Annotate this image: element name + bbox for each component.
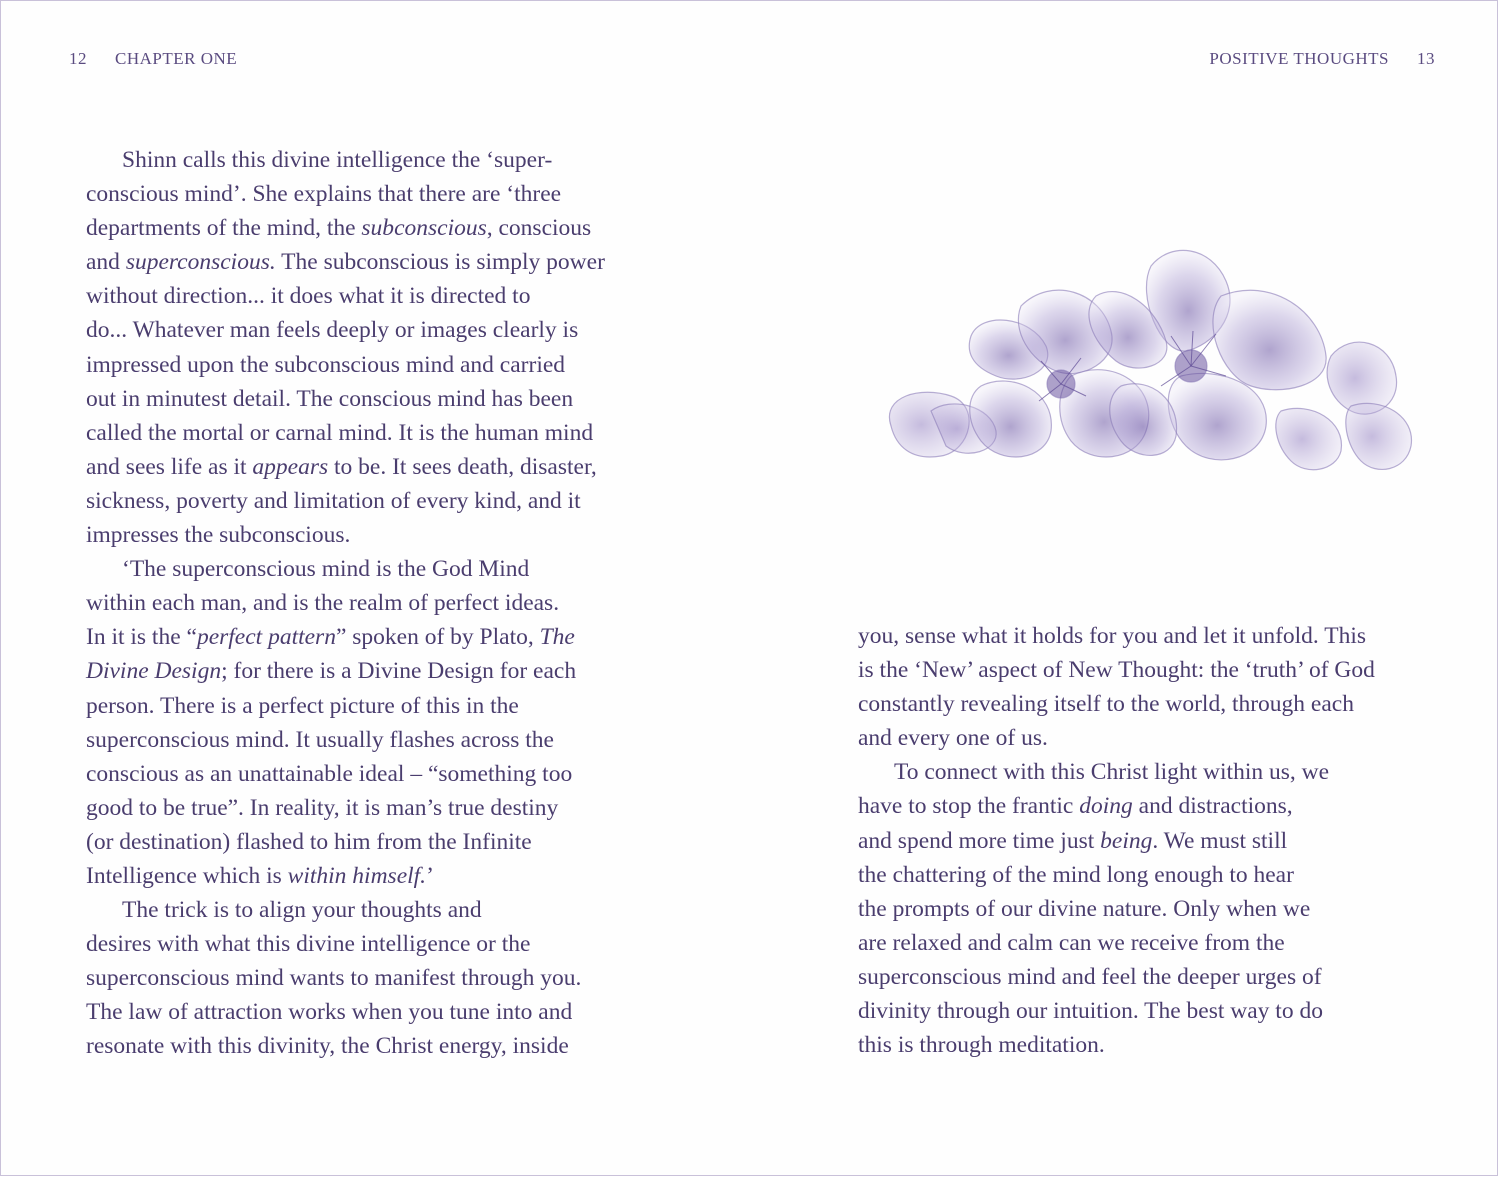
text-line: constantly revealing itself to the world, through each	[858, 691, 1354, 718]
text-line: (or destination) flashed to him from the Infinite	[86, 828, 532, 855]
text-line: impresses the subconscious.	[86, 522, 351, 549]
text-line: superconscious mind. It usually flashes across the	[86, 726, 554, 753]
text-line: superconscious mind and feel the deeper urges of	[858, 963, 1322, 990]
text-line: resonate with this divinity, the Christ energy, inside	[86, 1033, 569, 1060]
text-line: this is through meditation.	[858, 1032, 1105, 1059]
chapter-title: CHAPTER ONE	[115, 49, 238, 68]
text-line: In it is the “perfect pattern” spoken of by Plato, The	[86, 624, 575, 651]
text-line: within each man, and is the realm of perfect ideas.	[86, 590, 560, 617]
text-line: you, sense what it holds for you and let it unfold. This	[858, 623, 1367, 649]
running-head-left	[69, 49, 237, 69]
page-number-left: 12	[69, 49, 87, 68]
running-head-right	[1209, 49, 1435, 69]
text-line: and superconscious. The subconscious is simply power	[86, 249, 605, 276]
text-line: the prompts of our divine nature. Only when we	[858, 895, 1311, 922]
flower-illustration	[881, 236, 1421, 496]
text-line: superconscious mind wants to manifest through you.	[86, 965, 582, 992]
text-line: the chattering of the mind long enough to hear	[858, 861, 1294, 888]
text-line: To connect with this Christ light within us, we	[894, 759, 1330, 786]
text-line: good to be true”. In reality, it is man’s true destiny	[86, 794, 559, 821]
text-line: Shinn calls this divine intelligence the ‘super-	[122, 147, 553, 173]
text-line: impressed upon the subconscious mind and carried	[86, 351, 566, 378]
text-line: desires with what this divine intelligence or the	[86, 931, 531, 958]
text-line: called the mortal or carnal mind. It is the human mind	[86, 419, 594, 446]
text-line: conscious mind’. She explains that there are ‘three	[86, 181, 562, 208]
text-line: Divine Design; for there is a Divine Design for each	[86, 658, 577, 685]
text-line: person. There is a perfect picture of this in the	[86, 692, 519, 719]
text-line: and sees life as it appears to be. It sees death, disaster,	[86, 453, 597, 480]
text-line: have to stop the frantic doing and distractions,	[858, 793, 1293, 820]
text-line: out in minutest detail. The conscious mind has been	[86, 385, 574, 412]
text-line: do... Whatever man feels deeply or images clearly is	[86, 317, 579, 344]
text-line: conscious as an unattainable ideal – “something too	[86, 760, 573, 787]
section-title: POSITIVE THOUGHTS	[1209, 49, 1389, 68]
text-line: and spend more time just being. We must still	[858, 827, 1288, 854]
right-page-body	[858, 619, 1438, 1062]
text-line: without direction... it does what it is directed to	[86, 283, 531, 310]
text-line: ‘The superconscious mind is the God Mind	[122, 556, 530, 583]
text-line: departments of the mind, the subconscious, conscious	[86, 215, 592, 242]
text-line: The law of attraction works when you tune into and	[86, 999, 573, 1026]
text-line: The trick is to align your thoughts and	[122, 897, 482, 924]
left-page-body	[86, 143, 666, 1064]
text-line: are relaxed and calm can we receive from the	[858, 929, 1285, 956]
text-line: is the ‘New’ aspect of New Thought: the ‘truth’ of God	[858, 657, 1375, 684]
text-line: and every one of us.	[858, 725, 1048, 752]
text-line: sickness, poverty and limitation of every kind, and it	[86, 487, 581, 514]
page-number-right: 13	[1417, 49, 1435, 68]
text-line: divinity through our intuition. The best way to do	[858, 998, 1323, 1025]
text-line: Intelligence which is within himself.’	[86, 862, 434, 889]
